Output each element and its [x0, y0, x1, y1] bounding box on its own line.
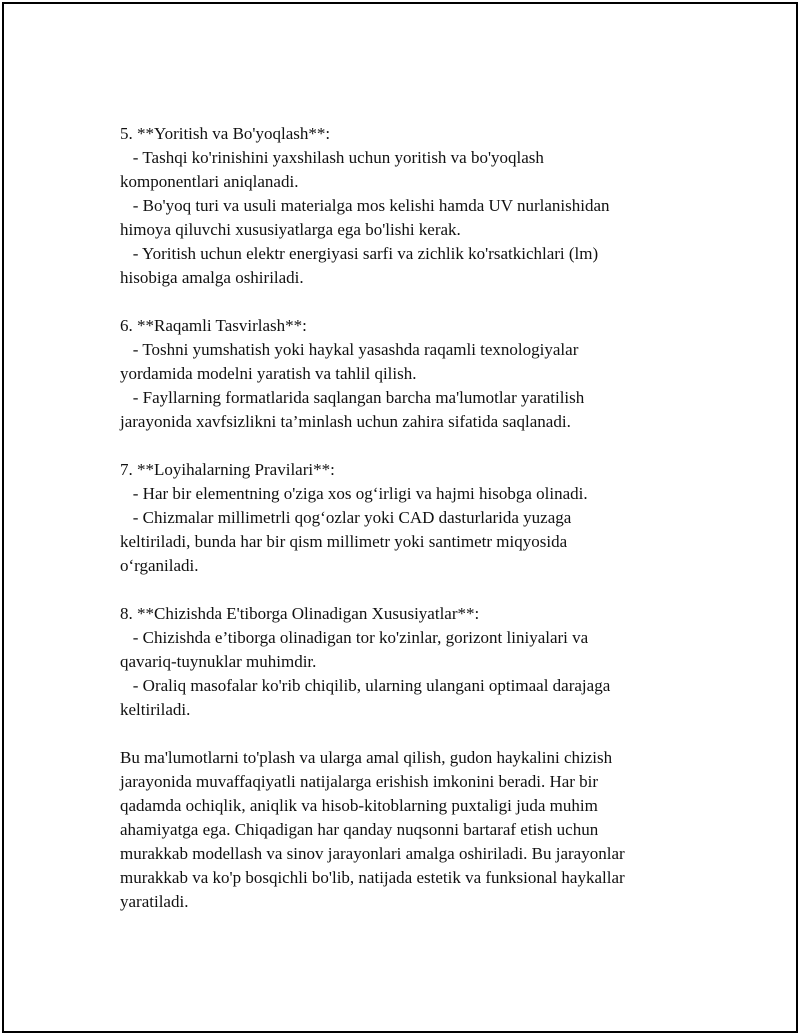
section-line: keltiriladi, bunda har bir qism millimetr yoki santimetr miqyosida [120, 532, 568, 551]
document-body [120, 122, 680, 938]
section-line: - Chizmalar millimetrli qog‘ozlar yoki CAD dasturlarida yuzaga [120, 508, 572, 527]
paragraph-line: jarayonida muvaffaqiyatli natijalarga erishish imkonini beradi. Har bir [120, 772, 599, 791]
section-line: - Har bir elementning o'ziga xos og‘irligi va hajmi hisobga olinadi. [120, 484, 588, 503]
section-line: - Yoritish uchun elektr energiyasi sarfi va zichlik ko'rsatkichlari (lm) [120, 244, 599, 263]
section-line: himoya qiluvchi xususiyatlarga ega bo'lishi kerak. [120, 220, 461, 239]
section-line: qavariq-tuynuklar muhimdir. [120, 652, 317, 671]
section-line: jarayonida xavfsizlikni ta’minlash uchun zahira sifatida saqlanadi. [120, 412, 571, 431]
paragraph-line: ahamiyatga ega. Chiqadigan har qanday nuqsonni bartaraf etish uchun [120, 820, 599, 839]
section-line: - Tashqi ko'rinishini yaxshilash uchun yoritish va bo'yoqlash [120, 148, 544, 167]
paragraph-line: yaratiladi. [120, 892, 189, 911]
section-digital-imaging [120, 314, 680, 434]
section-heading: 5. **Yoritish va Bo'yoqlash**: [120, 124, 331, 143]
section-line: keltiriladi. [120, 700, 191, 719]
section-line: - Fayllarning formatlarida saqlangan barcha ma'lumotlar yaratilish [120, 388, 585, 407]
section-line: - Bo'yoq turi va usuli materialga mos kelishi hamda UV nurlanishidan [120, 196, 610, 215]
section-lighting-painting [120, 122, 680, 290]
section-line: - Chizishda e’tiborga olinadigan tor ko'zinlar, gorizont liniyalari va [120, 628, 589, 647]
paragraph-line: Bu ma'lumotlarni to'plash va ularga amal qilish, gudon haykalini chizish [120, 748, 613, 767]
section-heading: 8. **Chizishda E'tiborga Olinadigan Xususiyatlar**: [120, 604, 480, 623]
section-heading: 6. **Raqamli Tasvirlash**: [120, 316, 307, 335]
section-line: komponentlari aniqlanadi. [120, 172, 299, 191]
closing-paragraph [120, 746, 680, 914]
section-drawing-features [120, 602, 680, 722]
section-line: yordamida modelni yaratish va tahlil qilish. [120, 364, 417, 383]
paragraph-line: qadamda ochiqlik, aniqlik va hisob-kitoblarning puxtaligi juda muhim [120, 796, 598, 815]
section-line: - Toshni yumshatish yoki haykal yasashda raqamli texnologiyalar [120, 340, 579, 359]
document-page [2, 2, 798, 1033]
section-heading: 7. **Loyihalarning Pravilari**: [120, 460, 335, 479]
section-line: hisobiga amalga oshiriladi. [120, 268, 304, 287]
section-project-rules [120, 458, 680, 578]
section-line: o‘rganiladi. [120, 556, 199, 575]
paragraph-line: murakkab modellash va sinov jarayonlari amalga oshiriladi. Bu jarayonlar [120, 844, 625, 863]
section-line: - Oraliq masofalar ko'rib chiqilib, ularning ulangani optimaal darajaga [120, 676, 611, 695]
paragraph-line: murakkab va ko'p bosqichli bo'lib, natijada estetik va funksional haykallar [120, 868, 625, 887]
